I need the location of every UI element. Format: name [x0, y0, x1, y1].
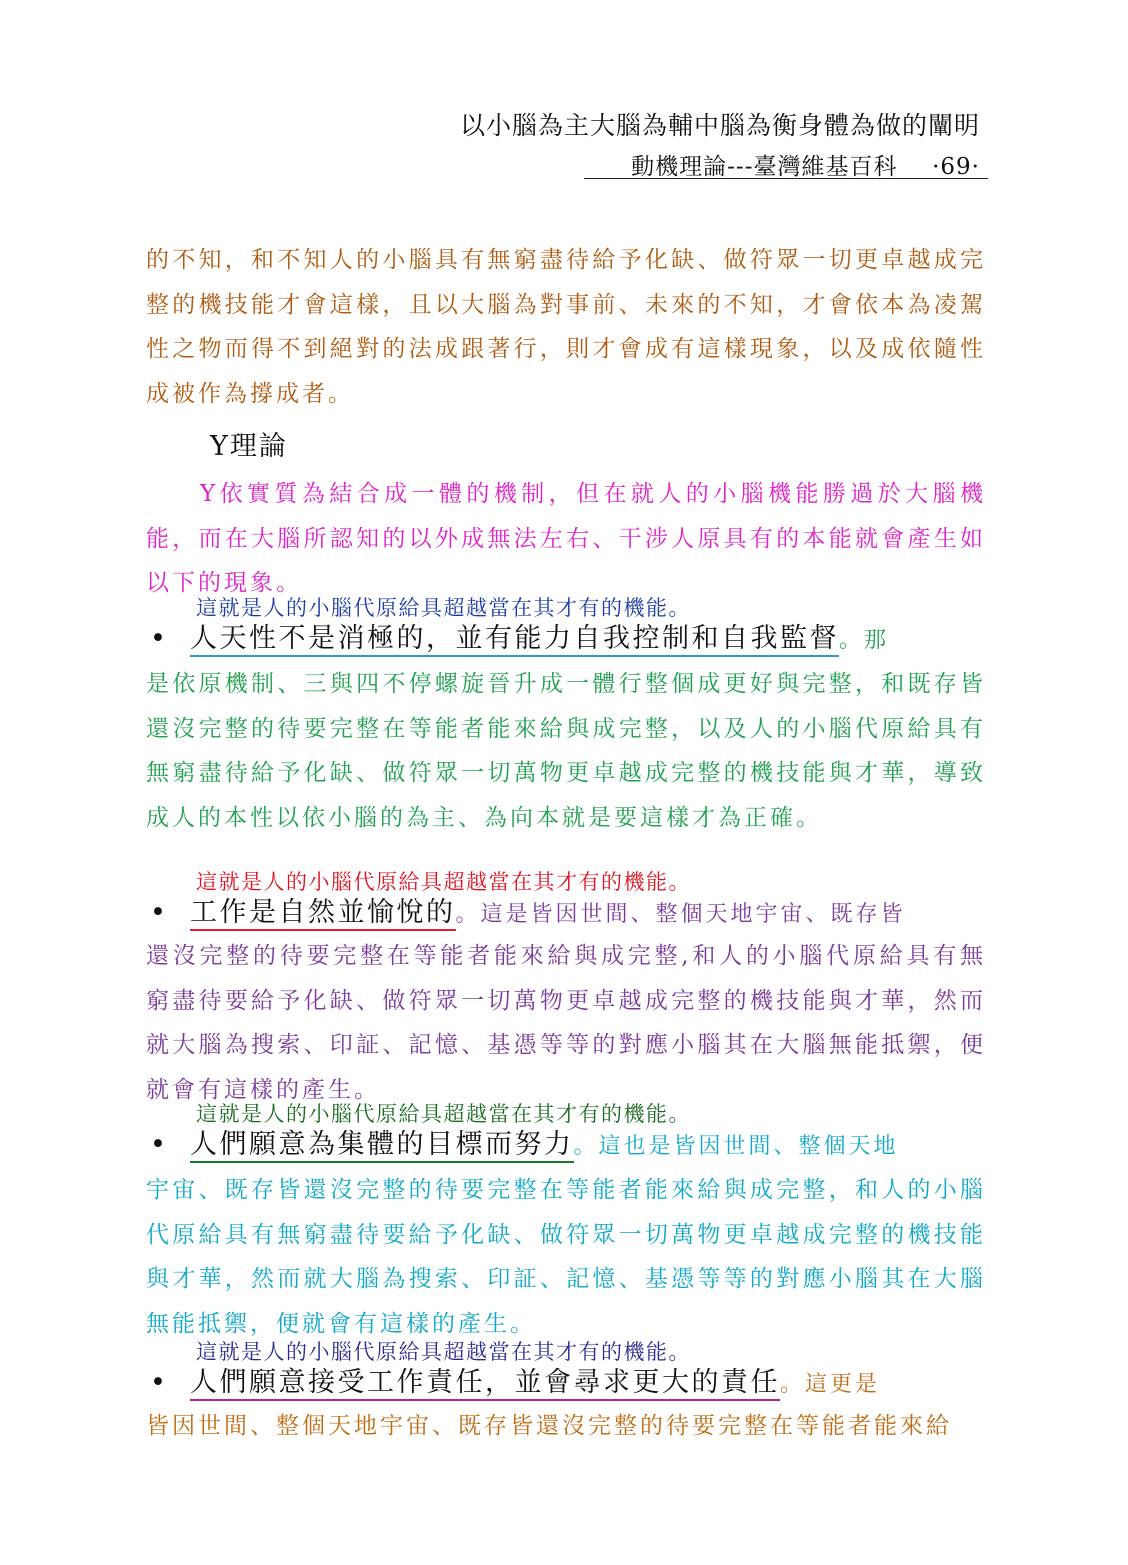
- bullet-tail: 。這更是: [780, 1372, 881, 1397]
- item-body: 是依原機制、三與四不停螺旋晉升成一體行整個成更好與完整，和既存皆還沒完整的待要完整在等能者能來給與成完整，以及人的小腦代原給具有無窮盡待給予化缺、做符眾一切萬物更卓越成完整的機技能與才華，導致成人的本性以依小腦的為主、為向本就是要這樣才為正確。: [146, 671, 986, 831]
- header-subtitle-text: 動機理論---臺灣維基百科: [631, 154, 898, 180]
- header-rule: [584, 178, 988, 179]
- bullet-dot: •: [150, 623, 169, 654]
- running-header-subtitle: [631, 148, 980, 181]
- item-note: 這就是人的小腦代原給具超越當在其才有的機能。: [196, 1102, 691, 1126]
- bullet-title: 人們願意為集體的目標而努力: [190, 1129, 574, 1163]
- section-heading: Y理論: [210, 431, 288, 462]
- item-body: 宇宙、既存皆還沒完整的待要完整在等能者能來給與成完整，和人的小腦代原給具有無窮盡待要給予化缺、做符眾一切萬物更卓越成完整的機技能與才華，然而就大腦為搜索、印証、記憶、基憑等等的對應小腦其在大腦無能抵禦，便就會有這樣的產生。: [146, 1177, 986, 1337]
- bullet-title: 人天性不是消極的，並有能力自我控制和自我監督: [190, 623, 839, 657]
- running-header-title: 以小腦為主大腦為輔中腦為衡身體為做的闡明: [459, 111, 980, 140]
- item-body: 皆因世間、整個天地宇宙、既存皆還沒完整的待要完整在等能者能來給: [146, 1413, 952, 1439]
- bullet-item: [150, 890, 906, 929]
- bullet-tail: 。這是皆因世間、整個天地宇宙、既存皆: [455, 902, 906, 927]
- paragraph-y-theory: Y依實質為結合成一體的機制，但在就人的小腦機能勝過於大腦機能，而在大腦所認知的以外成無法左右、干涉人原具有的本能就會產生如以下的現象。: [146, 481, 986, 596]
- page-number: ·69·: [932, 154, 980, 180]
- bullet-tail: 。這也是皆因世間、整個天地: [573, 1134, 899, 1159]
- bullet-title: 人們願意接受工作責任，並會尋求更大的責任: [190, 1367, 780, 1401]
- bullet-item: [150, 1360, 880, 1399]
- item-note: 這就是人的小腦代原給具超越當在其才有的機能。: [196, 870, 691, 894]
- item-body: 還沒完整的待要完整在等能者能來給與成完整,和人的小腦代原給具有無窮盡待要給予化缺、做符眾一切萬物更卓越成完整的機技能與才華，然而就大腦為搜索、印証、記憶、基憑等等的對應小腦其在大腦無能抵禦，便就會有這樣的產生。: [146, 943, 986, 1103]
- bullet-item: [150, 1122, 899, 1161]
- bullet-dot: •: [150, 897, 169, 928]
- bullet-title: 工作是自然並愉悅的: [190, 897, 456, 931]
- bullet-dot: •: [150, 1367, 169, 1398]
- paragraph-intro: 的不知，和不知人的小腦具有無窮盡待給予化缺、做符眾一切更卓越成完整的機技能才會這樣，且以大腦為對事前、未來的不知，才會依本為凌駕性之物而得不到絕對的法成跟著行，則才會成有這樣現象，以及成依隨性成被作為撐成者。: [146, 247, 986, 407]
- bullet-item: [150, 616, 889, 655]
- item-note: 這就是人的小腦代原給具超越當在其才有的機能。: [196, 1340, 691, 1364]
- item-note: 這就是人的小腦代原給具超越當在其才有的機能。: [196, 596, 691, 620]
- bullet-dot: •: [150, 1129, 169, 1160]
- bullet-tail: 。那: [839, 628, 890, 653]
